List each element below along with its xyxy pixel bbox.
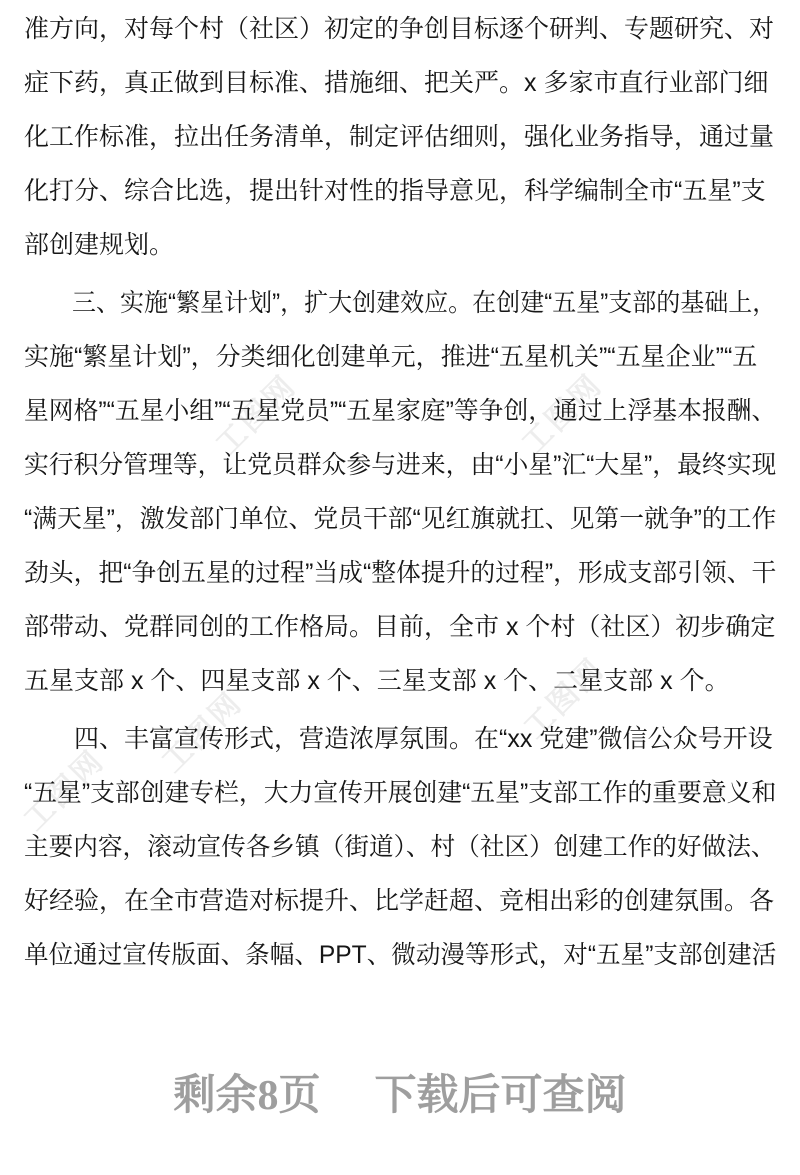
text-line: “五星”支部创建专栏，大力宣传开展创建“五星”支部工作的重要意义和: [24, 779, 777, 807]
paragraph: [24, 2, 776, 272]
text-line: 部创建规划。: [24, 231, 175, 259]
text-line: 主要内容，滚动宣传各乡镇（街道）、村（社区）创建工作的好做法、: [24, 833, 776, 861]
download-hint-label: 下载后可查阅: [374, 1073, 627, 1119]
text-line: 单位通过宣传版面、条幅、PPT、微动漫等形式，对“五星”支部创建活: [24, 941, 777, 969]
document-body: [24, 2, 776, 982]
text-line: 化打分、综合比选，提出针对性的指导意见，科学编制全市“五星”支: [24, 177, 766, 205]
text-line: 准方向，对每个村（社区）初定的争创目标逐个研判、专题研究、对: [24, 15, 775, 43]
text-line: 部带动、党群同创的工作格局。目前，全市 x 个村（社区）初步确定: [24, 613, 776, 641]
text-line: “满天星”，激发部门单位、党员干部“见红旗就扛、见第一就争”的工作: [24, 505, 777, 533]
text-line: 实行积分管理等，让党员群众参与进来，由“小星”汇“大星”，最终实现: [24, 451, 777, 479]
paragraph: [24, 712, 776, 982]
remaining-pages-label: 剩余8页: [173, 1073, 321, 1119]
text-line: 四、丰富宣传形式，营造浓厚氛围。在“xx 党建”微信公众号开设: [24, 725, 773, 753]
text-line: 实施“繁星计划”，分类细化创建单元，推进“五星机关”“五星企业”“五: [24, 343, 758, 371]
text-line: 劲头，把“争创五星的过程”当成“整体提升的过程”，形成支部引领、干: [24, 559, 777, 587]
paragraph: [24, 276, 776, 708]
text-line: 症下药，真正做到目标准、措施细、把关严。x 多家市直行业部门细: [24, 69, 769, 97]
text-line: 好经验，在全市营造对标提升、比学赶超、竞相出彩的创建氛围。各: [24, 887, 775, 915]
text-line: 化工作标准，拉出任务清单，制定评估细则，强化业务指导，通过量: [24, 123, 775, 151]
watermark-text: 工图网: [155, 685, 250, 780]
text-line: 星网格”“五星小组”“五星党员”“五星家庭”等争创，通过上浮基本报酬、: [24, 397, 777, 425]
text-line: 三、实施“繁星计划”，扩大创建效应。在创建“五星”支部的基础上，: [24, 289, 777, 317]
page-footer: [0, 1062, 800, 1122]
watermark-text: 工图网: [515, 367, 610, 462]
watermark-text: 工图网: [517, 651, 612, 746]
text-line: 五星支部 x 个、四星支部 x 个、三星支部 x 个、二星支部 x 个。: [24, 667, 730, 695]
watermark-text: 工图网: [209, 368, 304, 463]
watermark-text: 工图网: [17, 743, 112, 838]
